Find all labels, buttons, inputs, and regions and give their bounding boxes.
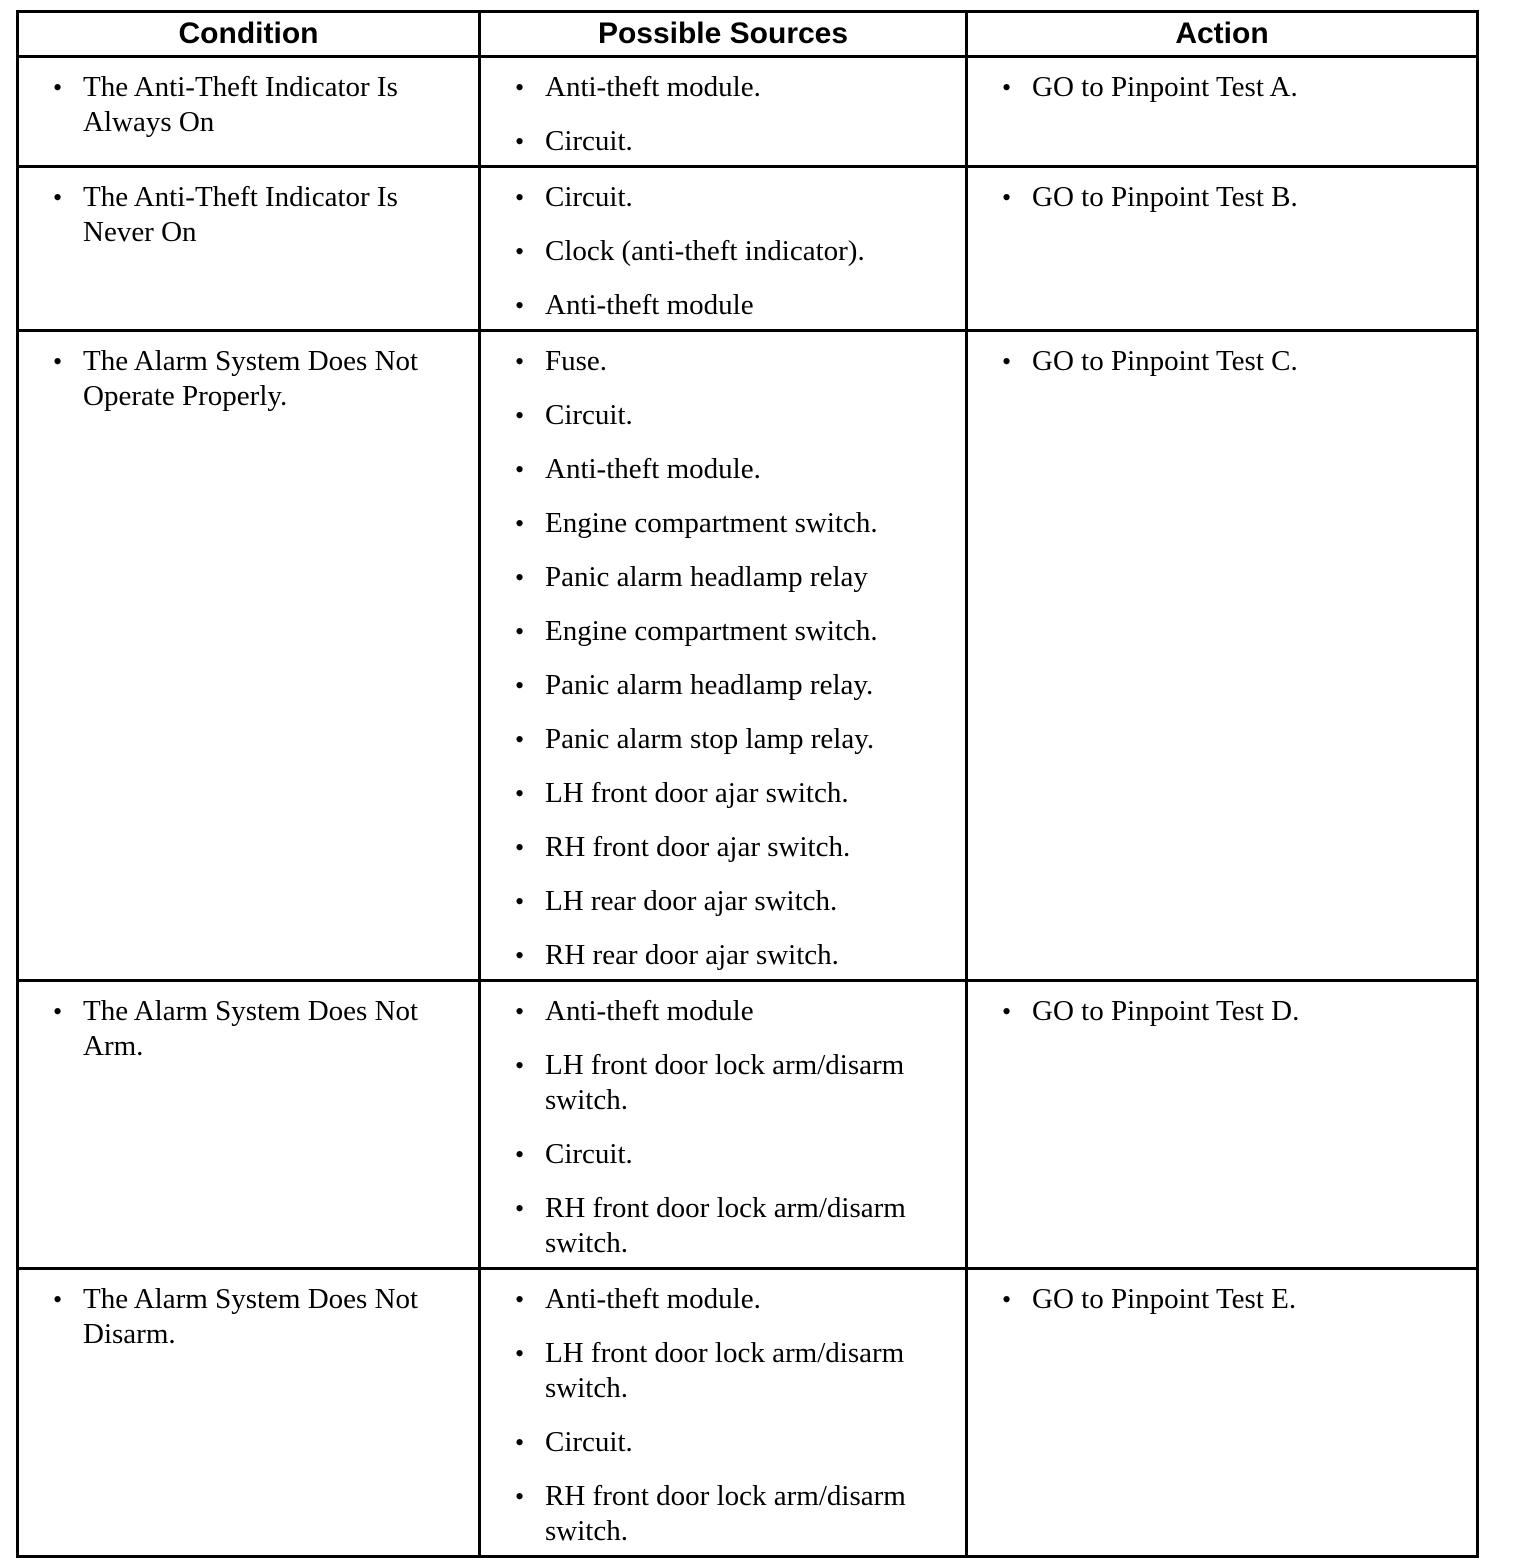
source-item: • LH front door ajar switch. [481, 776, 955, 811]
header-action: Action [967, 12, 1478, 57]
source-item: • Fuse. [481, 344, 955, 379]
sources-cell [480, 981, 967, 1269]
source-item: • RH front door ajar switch. [481, 830, 955, 865]
action-text: • GO to Pinpoint Test E. [968, 1282, 1466, 1317]
condition-cell [18, 167, 480, 331]
table-row [18, 981, 1478, 1269]
header-condition: Condition [18, 12, 480, 57]
source-item: • Anti-theft module [481, 288, 955, 323]
action-text: • GO to Pinpoint Test C. [968, 344, 1466, 379]
header-possible-sources: Possible Sources [480, 12, 967, 57]
source-item: • LH front door lock arm/disarm switch. [481, 1048, 955, 1118]
source-item: • Anti-theft module. [481, 452, 955, 487]
source-item: • Panic alarm headlamp relay [481, 560, 955, 595]
source-item: • Circuit. [481, 124, 955, 159]
condition-text: • The Alarm System Does Not Disarm. [19, 1282, 468, 1352]
source-item: • Clock (anti-theft indicator). [481, 234, 955, 269]
table-row [18, 331, 1478, 981]
source-item: • Engine compartment switch. [481, 614, 955, 649]
sources-cell [480, 1269, 967, 1557]
sources-cell [480, 57, 967, 167]
source-item: • Anti-theft module. [481, 1282, 955, 1317]
action-cell [967, 57, 1478, 167]
source-item: • Panic alarm headlamp relay. [481, 668, 955, 703]
condition-cell [18, 981, 480, 1269]
action-text: • GO to Pinpoint Test D. [968, 994, 1466, 1029]
source-item: • Anti-theft module. [481, 70, 955, 105]
source-item: • LH rear door ajar switch. [481, 884, 955, 919]
sources-cell [480, 167, 967, 331]
action-cell [967, 331, 1478, 981]
table-row [18, 1269, 1478, 1557]
condition-text: • The Anti-Theft Indicator Is Always On [19, 70, 468, 140]
source-item: • Anti-theft module [481, 994, 955, 1029]
condition-text: • The Anti-Theft Indicator Is Never On [19, 180, 468, 250]
condition-text: • The Alarm System Does Not Operate Properly. [19, 344, 468, 414]
diagnosis-table-page [16, 10, 1476, 1558]
table-row [18, 57, 1478, 167]
symptom-chart-table [16, 10, 1479, 1558]
condition-cell [18, 331, 480, 981]
source-item: • LH front door lock arm/disarm switch. [481, 1336, 955, 1406]
table-row [18, 167, 1478, 331]
source-item: • Engine compartment switch. [481, 506, 955, 541]
source-item: • RH rear door ajar switch. [481, 938, 955, 973]
action-cell [967, 981, 1478, 1269]
action-text: • GO to Pinpoint Test A. [968, 70, 1466, 105]
source-item: • RH front door lock arm/disarm switch. [481, 1191, 955, 1261]
source-item: • Circuit. [481, 1425, 955, 1460]
condition-text: • The Alarm System Does Not Arm. [19, 994, 468, 1064]
sources-cell [480, 331, 967, 981]
action-cell [967, 167, 1478, 331]
source-item: • Panic alarm stop lamp relay. [481, 722, 955, 757]
source-item: • Circuit. [481, 180, 955, 215]
condition-cell [18, 1269, 480, 1557]
source-item: • Circuit. [481, 398, 955, 433]
source-item: • RH front door lock arm/disarm switch. [481, 1479, 955, 1549]
condition-cell [18, 57, 480, 167]
table-header-row [18, 12, 1478, 57]
action-cell [967, 1269, 1478, 1557]
source-item: • Circuit. [481, 1137, 955, 1172]
action-text: • GO to Pinpoint Test B. [968, 180, 1466, 215]
